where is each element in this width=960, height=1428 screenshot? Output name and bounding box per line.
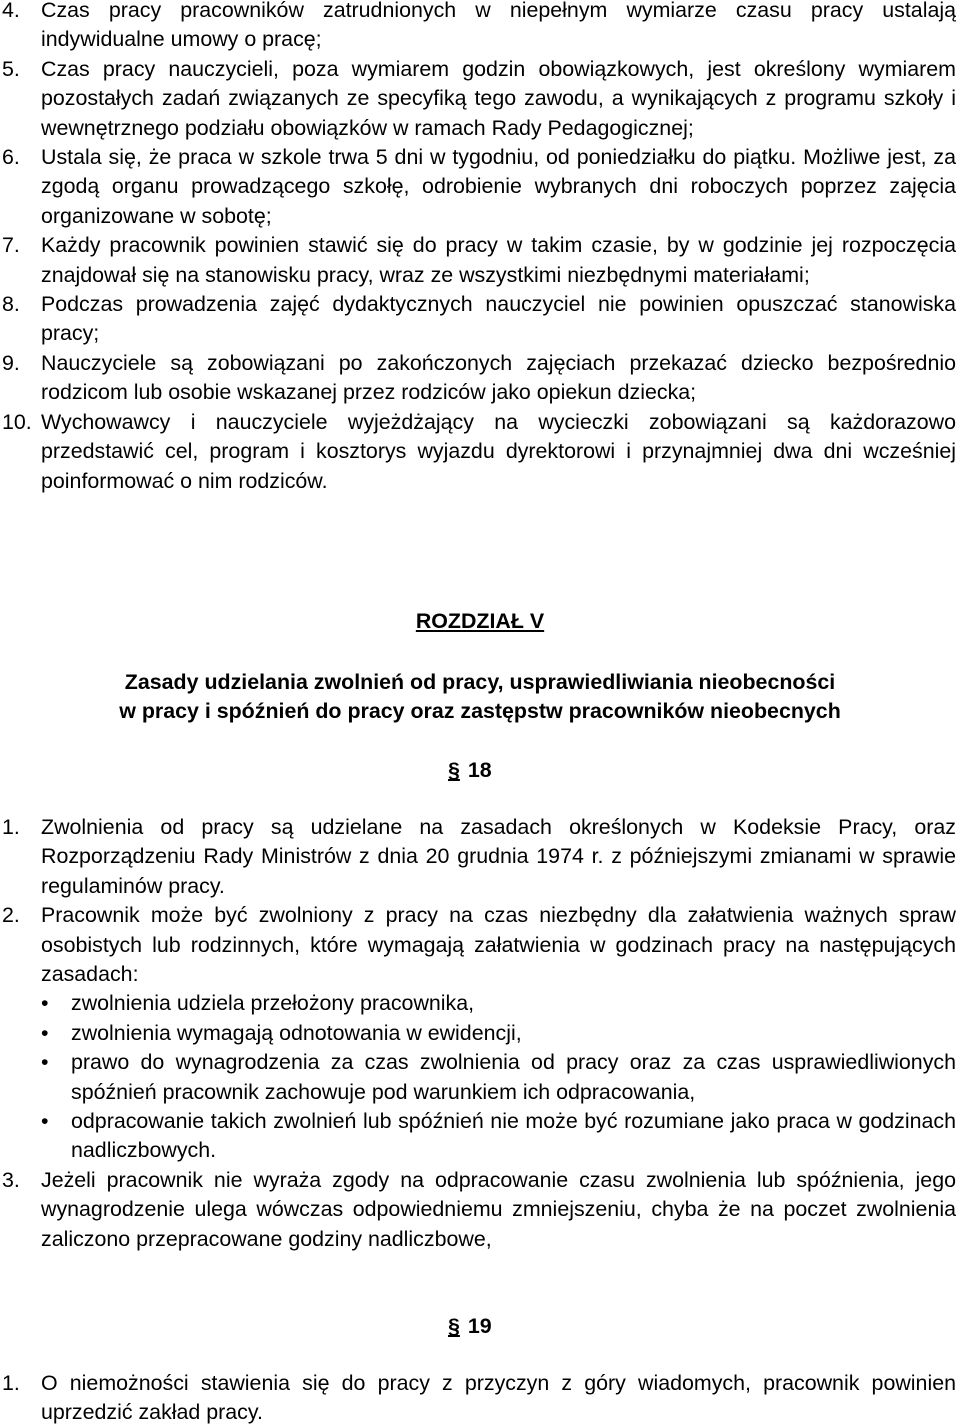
bullet-item — [0, 1019, 960, 1048]
section-symbol: § — [448, 1314, 460, 1338]
list-item-5 — [0, 55, 960, 143]
list-text: Wychowawcy i nauczyciele wyjeżdżający na wycieczki zobowiązani są każdorazowo przedstawić cel, program i kosztorys wyjazdu dyrektorowi i przynajmniej dwa dni wcześniej poinformować o nim rodziców. — [41, 409, 956, 493]
bullet-text: zwolnienia wymagają odnotowania w ewidencji, — [71, 1020, 522, 1045]
list-item-6 — [0, 143, 960, 231]
list-text: Podczas prowadzenia zajęć dydaktycznych nauczyciel nie powinien opuszczać stanowiska pracy; — [41, 292, 956, 346]
chapter-title — [0, 668, 960, 727]
section-number: 18 — [467, 758, 492, 782]
bullet-icon: • — [41, 1050, 49, 1075]
bullet-item — [0, 1048, 960, 1107]
section-18-heading — [448, 756, 492, 785]
s18-list-item-2 — [0, 901, 960, 989]
list-number: 10. — [2, 409, 32, 434]
list-item-4 — [0, 0, 960, 55]
list-number: 3. — [2, 1167, 20, 1192]
bullet-text: odpracowanie takich zwolnień lub spóźnień nie może być rozumiane jako praca w godzinach nadliczbowych. — [71, 1109, 956, 1163]
section-19-body — [0, 1369, 960, 1428]
list-number: 6. — [2, 145, 20, 170]
rules-list-continuation — [0, 0, 960, 496]
list-text: Ustala się, że praca w szkole trwa 5 dni w tygodniu, od poniedziałku do piątku. Możliwe jest, za zgodą organu prowadzącego szkołę, odrobienie wybranych dni roboczych poprzez zajęcia organizowane w sobotę; — [41, 145, 956, 228]
s19-list-item-1 — [0, 1369, 960, 1428]
list-text: Czas pracy pracowników zatrudnionych w niepełnym wymiarze czasu pracy ustalają indywidualne umowy o pracę; — [41, 0, 956, 52]
bullet-text: zwolnienia udziela przełożony pracownika, — [71, 991, 475, 1016]
section-number: 19 — [467, 1314, 492, 1338]
list-number: 9. — [2, 350, 20, 375]
list-text: Czas pracy nauczycieli, poza wymiarem godzin obowiązkowych, jest określony wymiarem pozostałych zadań związanych ze specyfiką tego zawodu, a wynikających z programu szkoły i wewnętrznego podziału obowiązków w ramach Rady Pedagogicznej; — [41, 56, 956, 140]
list-text: Nauczyciele są zobowiązani po zakończonych zajęciach przekazać dziecko bezpośrednio rodzicom lub osobie wskazanej przez rodziców jako opiekun dziecka; — [41, 350, 956, 405]
bullet-icon: • — [41, 1109, 49, 1134]
list-text: Zwolnienia od pracy są udzielane na zasadach określonych w Kodeksie Pracy, oraz Rozporządzeniu Rady Ministrów z dnia 20 grudnia 1974 r. z późniejszymi zmianami w sprawie regulaminów pracy. — [41, 815, 956, 898]
list-item-9 — [0, 349, 960, 408]
s18-list-item-1 — [0, 813, 960, 901]
chapter-label: ROZDZIAŁ V — [415, 609, 545, 633]
list-item-8 — [0, 290, 960, 349]
list-number: 1. — [2, 1371, 20, 1395]
bullet-text: prawo do wynagrodzenia za czas zwolnienia od pracy oraz za czas usprawiedliwionych spóźnień pracownik zachowuje pod warunkiem ich odpracowania, — [71, 1050, 956, 1104]
section-19-heading — [448, 1312, 492, 1341]
s18-bullet-list — [0, 989, 960, 1165]
s18-list-item-3 — [0, 1166, 960, 1254]
list-number: 8. — [2, 292, 20, 317]
list-text: Pracownik może być zwolniony z pracy na czas niezbędny dla załatwienia ważnych spraw osobistych lub rodzinnych, które wymagają załatwienia w godzinach pracy na następujących zasadach: — [41, 903, 956, 987]
list-text: Każdy pracownik powinien stawić się do pracy w takim czasie, by w godzinie jej rozpoczęcia znajdował się na stanowisku pracy, wraz ze wszystkimi niezbędnymi materiałami; — [41, 233, 956, 287]
list-number: 2. — [2, 903, 20, 928]
list-number: 4. — [2, 0, 20, 22]
list-item-10 — [0, 408, 960, 496]
list-number: 5. — [2, 56, 20, 81]
section-18-body — [0, 813, 960, 1254]
bullet-icon: • — [41, 991, 49, 1016]
list-number: 7. — [2, 233, 20, 258]
list-text: O niemożności stawienia się do pracy z przyczyn z góry wiadomych, pracownik powinien uprzedzić zakład pracy. — [41, 1371, 956, 1425]
bullet-item — [0, 989, 960, 1018]
list-text: Jeżeli pracownik nie wyraża zgody na odpracowanie czasu zwolnienia lub spóźnienia, jego wynagrodzenie ulega wówczas odpowiedniemu zmniejszeniu, chyba że na poczet zwolnienia zaliczono przepracowane godziny nadliczbowe, — [41, 1167, 956, 1251]
chapter-title-line-1: Zasady udzielania zwolnień od pracy, usprawiedliwiania nieobecności — [124, 670, 836, 694]
chapter-title-line-2: w pracy i spóźnień do pracy oraz zastępstw pracowników nieobecnych — [119, 699, 841, 724]
list-number: 1. — [2, 815, 20, 839]
section-symbol: § — [448, 758, 460, 782]
bullet-item — [0, 1107, 960, 1166]
bullet-icon: • — [41, 1020, 49, 1045]
list-item-7 — [0, 231, 960, 290]
